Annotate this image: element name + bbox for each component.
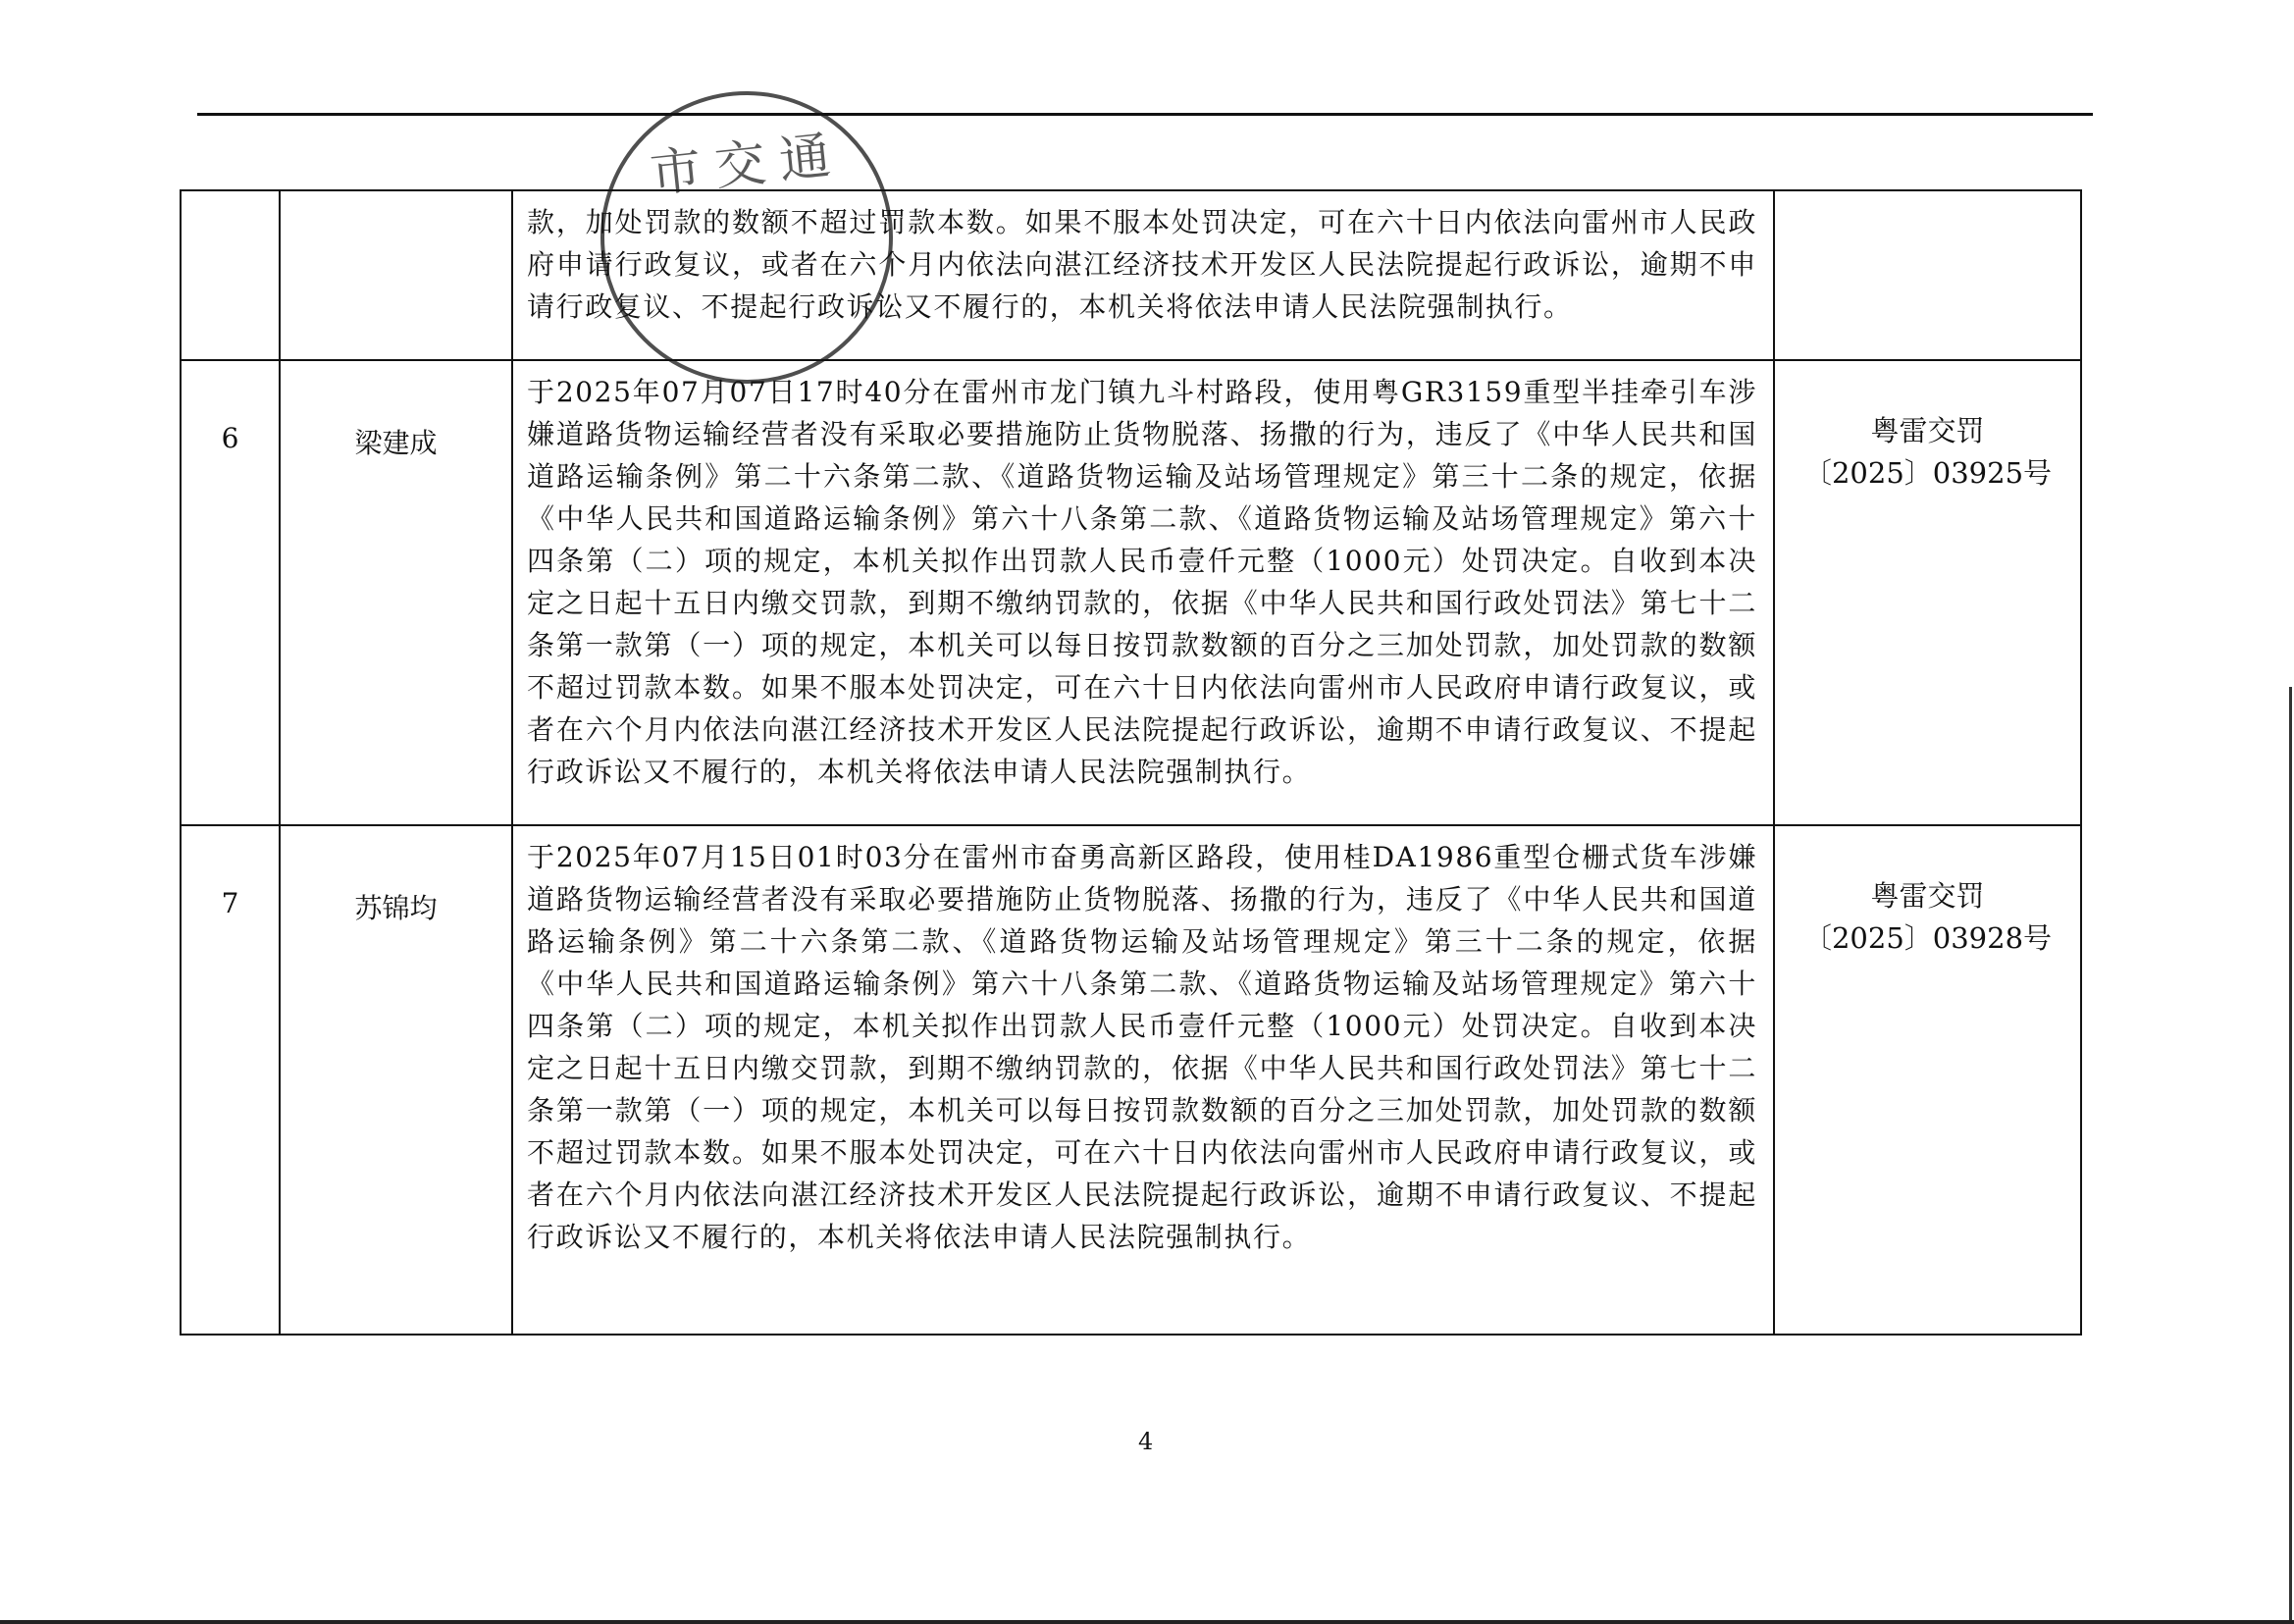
decision-authority: 粤雷交罚 [1870, 879, 1985, 913]
row-index: 7 [181, 825, 280, 1335]
row-index: 6 [181, 360, 280, 825]
violation-description: 于2025年07月15日01时03分在雷州市奋勇高新区路段，使用桂DA1986重型仓栅式货车涉嫌道路货物运输经营者没有采取必要措施防止货物脱落、扬撒的行为，违反了《中华人民共和国道路运输条例》第二十六条第二款、《道路货物运输及站场管理规定》第三十二条的规定，依据《中华人民共和国道路运输条例》第六十八条第二款、《道路货物运输及站场管理规定》第六十四条第（二）项的规定，本机关拟作出罚款人民币壹仟元整（1000元）处罚决定。自收到本决定之日起十五日内缴交罚款，到期不缴纳罚款的，依据《中华人民共和国行政处罚法》第七十二条第一款第（一）项的规定，本机关可以每日按罚款数额的百分之三加处罚款，加处罚款的数额不超过罚款本数。如果不服本处罚决定，可在六十日内依法向雷州市人民政府申请行政复议，或者在六个月内依法向湛江经济技术开发区人民法院提起行政诉讼，逾期不申请行政复议、不提起行政诉讼又不履行的，本机关将依法申请人民法院强制执行。 [512, 825, 1774, 1335]
party-name: 苏锦均 [280, 825, 512, 1335]
scan-edge [2289, 687, 2292, 1624]
decision-code: 〔2025〕03925号 [1802, 456, 2053, 490]
violation-description: 于2025年07月07日17时40分在雷州市龙门镇九斗村路段，使用粤GR3159重型半挂牵引车涉嫌道路货物运输经营者没有采取必要措施防止货物脱落、扬撒的行为，违反了《中华人民共和国道路运输条例》第二十六条第二款、《道路货物运输及站场管理规定》第三十二条的规定，依据《中华人民共和国道路运输条例》第六十八条第二款、《道路货物运输及站场管理规定》第六十四条第（二）项的规定，本机关拟作出罚款人民币壹仟元整（1000元）处罚决定。自收到本决定之日起十五日内缴交罚款，到期不缴纳罚款的，依据《中华人民共和国行政处罚法》第七十二条第一款第（一）项的规定，本机关可以每日按罚款数额的百分之三加处罚款，加处罚款的数额不超过罚款本数。如果不服本处罚决定，可在六十日内依法向雷州市人民政府申请行政复议，或者在六个月内依法向湛江经济技术开发区人民法院提起行政诉讼，逾期不申请行政复议、不提起行政诉讼又不履行的，本机关将依法申请人民法院强制执行。 [512, 360, 1774, 825]
header-rule [197, 113, 2093, 116]
table-row [181, 360, 2081, 825]
row-index [181, 190, 280, 360]
decision-number [1774, 825, 2081, 1335]
decision-code: 〔2025〕03928号 [1802, 921, 2053, 955]
penalty-table [180, 189, 2082, 1336]
decision-number [1774, 190, 2081, 360]
party-name [280, 190, 512, 360]
table-row [181, 190, 2081, 360]
party-name: 梁建成 [280, 360, 512, 825]
scan-edge [0, 1620, 2294, 1624]
table-row [181, 825, 2081, 1335]
decision-authority: 粤雷交罚 [1870, 414, 1985, 447]
violation-description: 款，加处罚款的数额不超过罚款本数。如果不服本处罚决定，可在六十日内依法向雷州市人民政府申请行政复议，或者在六个月内依法向湛江经济技术开发区人民法院提起行政诉讼，逾期不申请行政复议、不提起行政诉讼又不履行的，本机关将依法申请人民法院强制执行。 [512, 190, 1774, 360]
official-seal: 市交通 [600, 91, 893, 384]
decision-number [1774, 360, 2081, 825]
page-number: 4 [1138, 1428, 1154, 1455]
